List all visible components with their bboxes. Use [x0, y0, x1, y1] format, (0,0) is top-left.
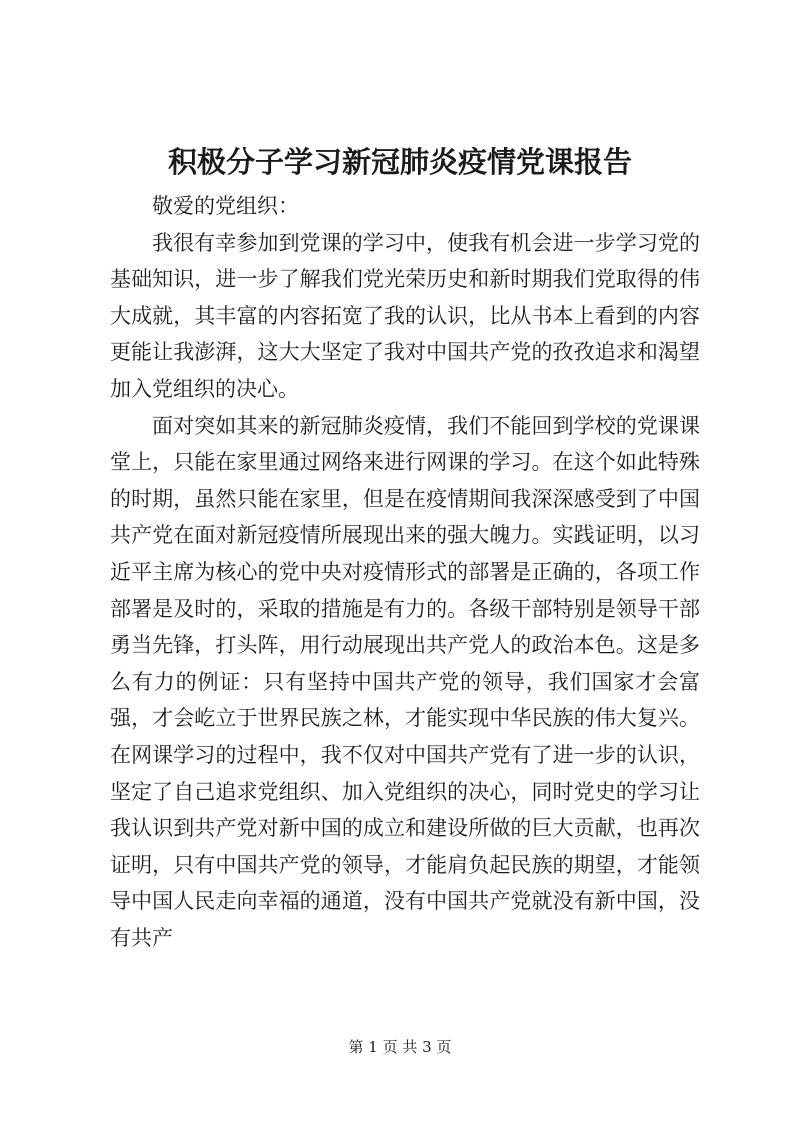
page-footer: 第 1 页 共 3 页 — [348, 1038, 452, 1056]
paragraph-1: 我很有幸参加到党课的学习中，使我有机会进一步学习党的基础知识，进一步了解我们党光荣历史和新时期我们党取得的伟大成就，其丰富的内容拓宽了我的认识，比从书本上看到的内容更能让我澎湃，这大大坚定了我对中国共产党的孜孜追求和渴望加入党组织的决心。 — [110, 230, 700, 401]
page-title: 积极分子学习新冠肺炎疫情党课报告 — [167, 145, 632, 179]
document-body — [110, 188, 700, 956]
salutation: 敬爱的党组织： — [152, 194, 299, 218]
paragraph-2: 面对突如其来的新冠肺炎疫情，我们不能回到学校的党课课堂上，只能在家里通过网络来进行网课的学习。在这个如此特殊的时期，虽然只能在家里，但是在疫情期间我深深感受到了中国共产党在面对新冠疫情所展现出来的强大魄力。实践证明，以习近平主席为核心的党中央对疫情形式的部署是正确的，各项工作部署是及时的，采取的措施是有力的。各级干部特别是领导干部勇当先锋，打头阵，用行动展现出共产党人的政治本色。这是多么有力的例证：只有坚持中国共产党的领导，我们国家才会富强，才会屹立于世界民族之林，才能实现中华民族的伟大复兴。在网课学习的过程中，我不仅对中国共产党有了进一步的认识，坚定了自己追求党组织、加入党组织的决心，同时党史的学习让我认识到共产党对新中国的成立和建设所做的巨大贡献，也再次证明，只有中国共产党的领导，才能肩负起民族的期望，才能领导中国人民走向幸福的通道，没有中国共产党就没有新中国，没有共产 — [110, 413, 700, 950]
